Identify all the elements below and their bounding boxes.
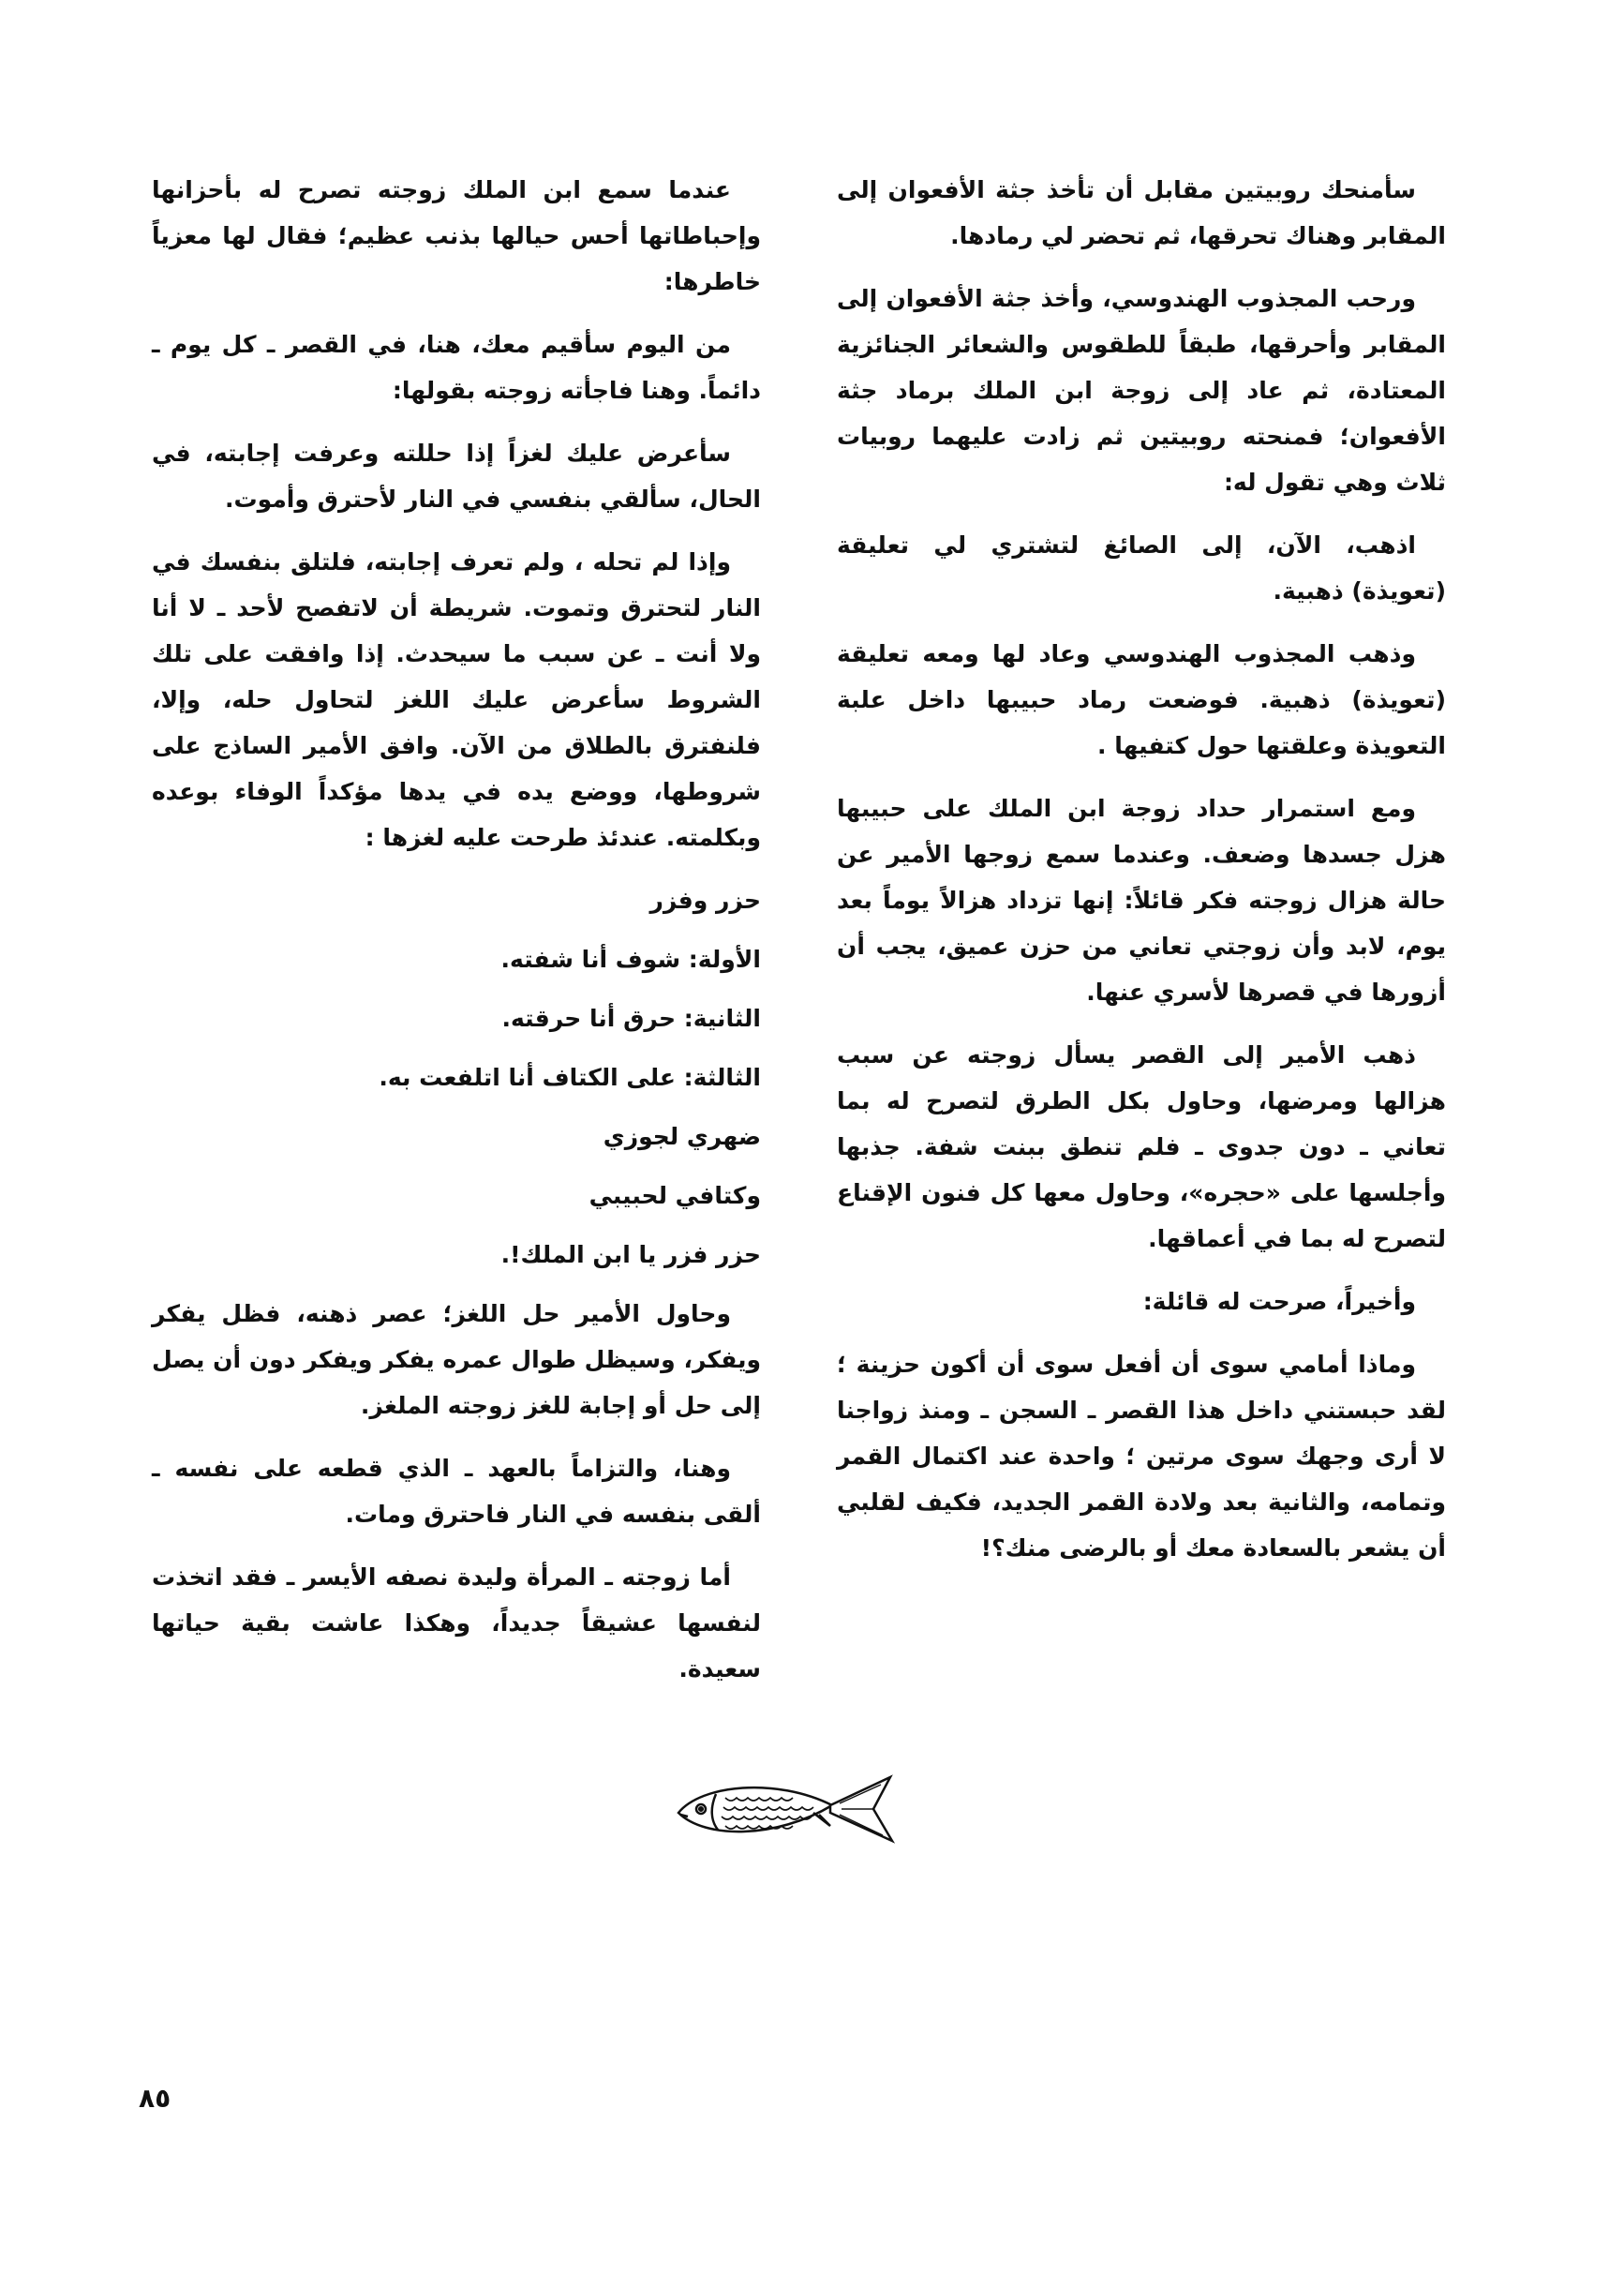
paragraph: وهنا، والتزاماً بالعهد ـ الذي قطعه على نفسه ـ ألقى بنفسه في النار فاحترق ومات. xyxy=(152,1455,761,1528)
paragraph: من اليوم سأقيم معك، هنا، في القصر ـ كل يوم ـ دائماً. وهنا فاجأته زوجته بقولها: xyxy=(152,331,761,404)
paragraph: وذهب المجذوب الهندوسي وعاد لها ومعه تعليقة (تعويذة) ذهبية. فوضعت رماد حبيبها داخل علبة التعويذة وعلقتها حول كتفيها . xyxy=(837,640,1446,759)
riddle-block xyxy=(152,877,761,1278)
fish-icon xyxy=(673,1772,898,1847)
paragraph: ورحب المجذوب الهندوسي، وأخذ جثة الأفعوان إلى المقابر وأحرقها، طبقاً للطقوس والشعائر الجنائزية المعتادة، ثم عاد إلى زوجة ابن الملك برماد جثة الأفعوان؛ فمنحته روبيتين ثم زادت عليهما روبيات ثلاث وهي تقول له: xyxy=(837,285,1446,496)
paragraph: ذهب الأمير إلى القصر يسأل زوجته عن سبب هزالها ومرضها، وحاول بكل الطرق لتصرح له بما تعاني ـ دون جدوى ـ فلم تنطق ببنت شفة. جذبها وأجلسها على «حجره»، وحاول معها كل فنون الإقناع لتصرح له بما في أعماقها. xyxy=(837,1041,1446,1252)
paragraph: وماذا أمامي سوى أن أفعل سوى أن أكون حزينة ؛ لقد حبستني داخل هذا القصر ـ السجن ـ ومنذ زواجنا لا أرى وجهك سوى مرتين ؛ واحدة عند اكتمال القمر وتمامه، والثانية بعد ولادة القمر الجديد، فكيف لقلبي أن يشعر بالسعادة معك أو بالرضى منك؟! xyxy=(837,1351,1446,1562)
paragraph: سأمنحك روبيتين مقابل أن تأخذ جثة الأفعوان إلى المقابر وهناك تحرقها، ثم تحضر لي رمادها. xyxy=(837,176,1446,249)
left-column xyxy=(152,167,761,1709)
riddle-line: الأولة: شوف أنا شفته. xyxy=(500,946,761,973)
riddle-line: حزر فزر يا ابن الملك!. xyxy=(500,1241,761,1268)
paragraph: ومع استمرار حداد زوجة ابن الملك على حبيبها هزل جسدها وضعف. وعندما سمع زوجها الأمير عن حالة هزال زوجته فكر قائلاً: إنها تزداد هزالاً يوماً بعد يوم، لابد وأن زوجتي تعاني من حزن عميق، يجب أن أزورها في قصرها لأسري عنها. xyxy=(837,795,1446,1006)
paragraph: أما زوجته ـ المرأة وليدة نصفه الأيسر ـ فقد اتخذت لنفسها عشيقاً جديداً، وهكذا عاشت بقية حياتها سعيدة. xyxy=(152,1563,761,1682)
riddle-line: الثانية: حرق أنا حرقته. xyxy=(501,1005,761,1032)
riddle-line: ضهري لجوزي xyxy=(603,1123,761,1150)
riddle-line: الثالثة: على الكتاف أنا اتلفعت به. xyxy=(379,1064,761,1091)
riddle-line: وكتافي لحبيبي xyxy=(589,1182,761,1209)
paragraph: وأخيراً، صرحت له قائلة: xyxy=(1142,1288,1416,1315)
paragraph: وإذا لم تحله ، ولم تعرف إجابته، فلتلق بنفسك في النار لتحترق وتموت. شريطة أن لاتفصح لأحد ـ لا أنا ولا أنت ـ عن سبب ما سيحدث. إذا وافقت على تلك الشروط سأعرض عليك اللغز لتحاول حله، وإلا، فلنفترق بالطلاق من الآن. وافق الأمير الساذج على شروطها، ووضع يده في يدها مؤكداً الوفاء بوعده وبكلمته. عندئذ طرحت عليه لغزها : xyxy=(152,548,761,851)
paragraph: اذهب، الآن، إلى الصائغ لتشتري لي تعليقة (تعويذة) ذهبية. xyxy=(837,531,1446,605)
paragraph: عندما سمع ابن الملك زوجته تصرح له بأحزانها وإحباطاتها أحس حيالها بذنب عظيم؛ فقال لها معزياً خاطرها: xyxy=(152,176,761,295)
riddle-line: حزر وفزر xyxy=(649,887,761,914)
paragraph: وحاول الأمير حل اللغز؛ عصر ذهنه، فظل يفكر ويفكر، وسيظل طوال عمره يفكر ويفكر دون أن يصل إلى حل أو إجابة للغز زوجته الملغز. xyxy=(152,1300,761,1419)
paragraph: سأعرض عليك لغزاً إذا حللته وعرفت إجابته، في الحال، سألقي بنفسي في النار لأحترق وأموت. xyxy=(152,440,761,513)
right-column xyxy=(837,167,1446,1588)
page-number: ٨٥ xyxy=(139,2083,171,2114)
